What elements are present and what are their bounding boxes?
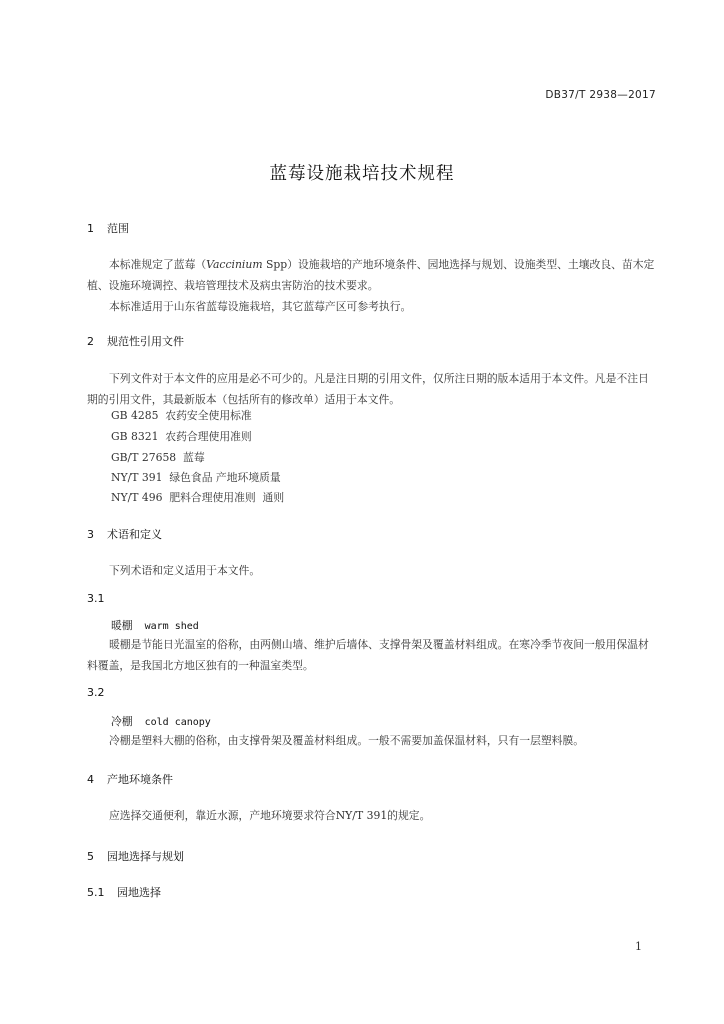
- scope-paragraph: [87, 254, 658, 296]
- applicability-text: 本标准适用于山东省蓝莓设施栽培，其它蓝莓产区可参考执行。: [109, 300, 412, 313]
- section-5-heading: [87, 848, 184, 864]
- subsection-title: 园地选择: [117, 886, 161, 899]
- section-title: 术语和定义: [107, 528, 162, 541]
- term-english: warm shed: [144, 621, 199, 632]
- document-title: 蓝莓设施栽培技术规程: [269, 164, 455, 184]
- terms-intro-paragraph: [87, 560, 658, 581]
- term-definition: [87, 730, 658, 751]
- scope-text-b: Spp）设施栽培的产地环境条件、园地选择与规划、设施类型、土壤改良、苗木定植、设施环境调控、栽培管理技术及病虫害防治的技术要求。: [87, 258, 655, 292]
- term-english: cold canopy: [144, 717, 211, 728]
- section-title: 园地选择与规划: [107, 850, 184, 863]
- section-title: 规范性引用文件: [107, 335, 184, 348]
- scope-italic-genus: Vaccinium: [206, 258, 263, 271]
- reference-item: GB/T 27658 蓝莓: [111, 451, 205, 464]
- section-1-heading: [87, 220, 129, 236]
- term-entry: [111, 714, 211, 729]
- section-title: 产地环境条件: [107, 773, 173, 786]
- section-3-heading: [87, 526, 162, 542]
- normative-text: 下列文件对于本文件的应用是必不可少的。凡是注日期的引用文件，仅所注日期的版本适用于本文件。凡是不注日期的引用文件，其最新版本（包括所有的修改单）适用于本文件。: [87, 372, 649, 406]
- term-definition-text: 冷棚是塑料大棚的俗称，由支撑骨架及覆盖材料组成。一般不需要加盖保温材料，只有一层塑料膜。: [109, 734, 585, 747]
- standard-code: DB37/T 2938—2017: [545, 89, 656, 101]
- scope-text-a: 本标准规定了蓝莓（: [109, 258, 207, 271]
- reference-item: GB 8321 农药合理使用准则: [111, 430, 252, 443]
- environment-paragraph: [87, 805, 658, 826]
- term-number: 3.1: [87, 592, 105, 605]
- term-chinese: 暖棚: [111, 619, 133, 632]
- section-number: 2: [87, 335, 94, 348]
- reference-item: NY/T 391 绿色食品 产地环境质量: [111, 471, 281, 484]
- section-number: 5: [87, 850, 94, 863]
- section-number: 4: [87, 773, 94, 786]
- environment-text: 应选择交通便利，靠近水源，产地环境要求符合NY/T 391的规定。: [109, 809, 431, 822]
- term-number: 3.2: [87, 686, 105, 699]
- section-2-heading: [87, 333, 184, 349]
- subsection-number: 5.1: [87, 886, 105, 899]
- term-definition-text: 暖棚是节能日光温室的俗称，由两侧山墙、维护后墙体、支撑骨架及覆盖材料组成。在寒冷季节夜间一般用保温材料覆盖，是我国北方地区独有的一种温室类型。: [87, 638, 649, 672]
- term-definition: [87, 634, 658, 676]
- applicability-paragraph: [87, 296, 658, 317]
- section-number: 3: [87, 528, 94, 541]
- reference-item: GB 4285 农药安全使用标准: [111, 409, 252, 422]
- section-title: 范围: [107, 222, 129, 235]
- term-entry: [111, 618, 199, 633]
- section-4-heading: [87, 771, 173, 787]
- section-number: 1: [87, 222, 94, 235]
- normative-paragraph: [87, 368, 658, 410]
- terms-intro-text: 下列术语和定义适用于本文件。: [109, 564, 261, 577]
- term-chinese: 冷棚: [111, 715, 133, 728]
- reference-item: NY/T 496 肥料合理使用准则 通则: [111, 491, 285, 504]
- page-number: 1: [635, 940, 642, 953]
- subsection-5-1-heading: [87, 884, 161, 900]
